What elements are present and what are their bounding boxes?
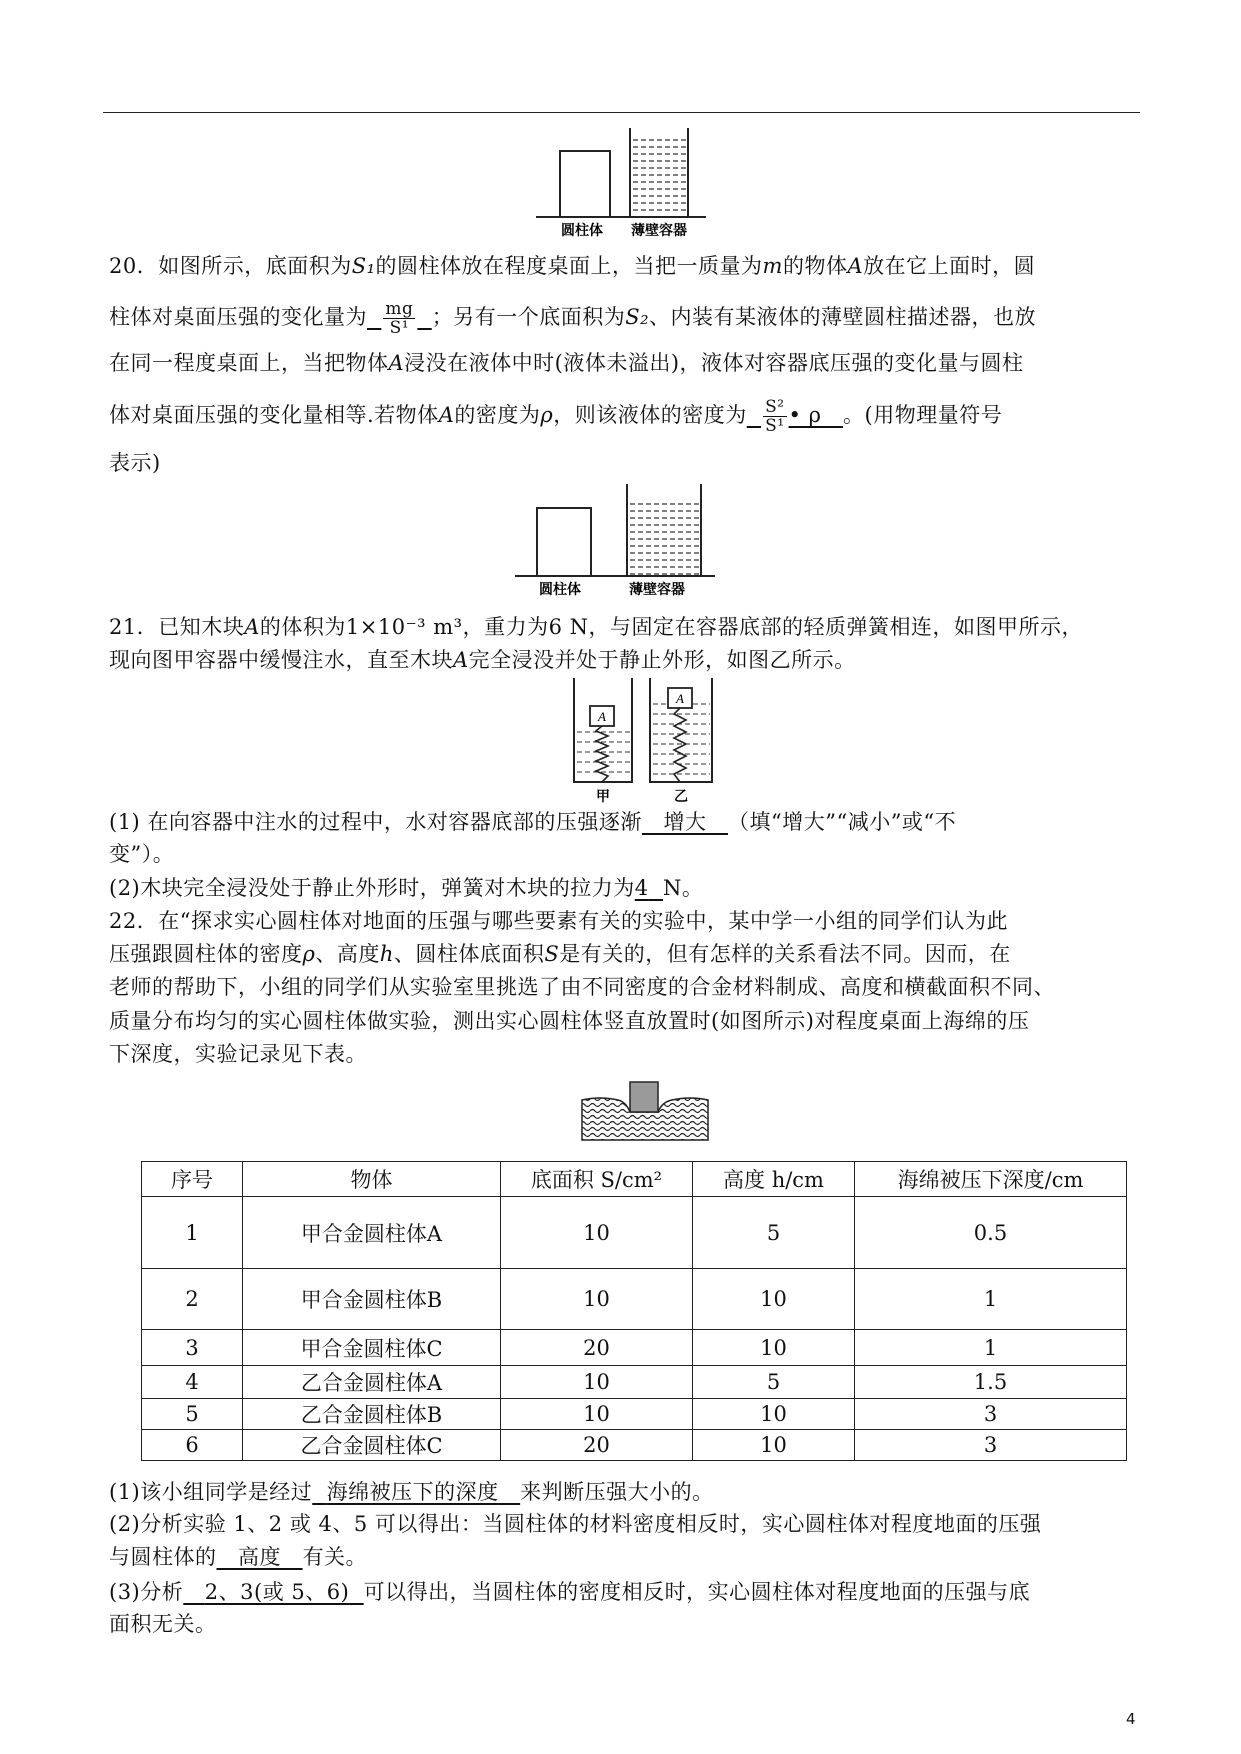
q22-line1: 22．在“探求实心圆柱体对地面的压强与哪些要素有关的实验中，某中学一小组的同学们认为此 (109, 909, 1008, 933)
table-header: 底面积 S/cm² (501, 1162, 693, 1197)
table-cell: 20 (501, 1330, 693, 1366)
table-row (142, 1197, 1127, 1269)
header-rule (103, 112, 1140, 113)
cylinder-container-figure-top (536, 122, 706, 240)
table-cell: 1 (855, 1330, 1127, 1366)
answer-fraction-1: $\frac{mg}{\text{S¹}}$ (385, 299, 414, 338)
table-cell: 乙合金圆柱体C (243, 1430, 501, 1461)
table-cell: 甲合金圆柱体A (243, 1197, 501, 1269)
table-row (142, 1330, 1127, 1366)
table-cell: 5 (142, 1399, 243, 1430)
table-cell: 10 (501, 1269, 693, 1330)
q22-answer3-cont: 面积无关。 (109, 1612, 217, 1636)
table-cell: 甲合金圆柱体C (243, 1330, 501, 1366)
table-header: 序号 (142, 1162, 243, 1197)
container-label: 薄壁容器 (629, 582, 685, 598)
sponge-figure (580, 1078, 710, 1148)
answer-fraction-2: $\frac{\text{S²}}{\text{S¹}}$ (765, 397, 785, 436)
block-a-right-label: A (676, 691, 684, 706)
table-cell: 6 (142, 1430, 243, 1461)
cylinder-container-figure-q20 (515, 480, 715, 600)
table-cell: 1.5 (855, 1366, 1127, 1399)
table-row (142, 1430, 1127, 1461)
q21-part1: (1) 在向容器中注水的过程中，水对容器底部的压强逐渐 增大 （填“增大”“减小”或“不 (109, 810, 957, 834)
table-cell: 3 (855, 1399, 1127, 1430)
q20-line4: 体对桌面压强的变化量相等.若物体A的密度为ρ，则该液体的密度为 $\frac{\text{S²}}{\text{S¹}}$ • ρ 。(用物理量符号 (109, 397, 1003, 436)
table-cell: 20 (501, 1430, 693, 1461)
table-cell: 2 (142, 1269, 243, 1330)
q22-line3: 老师的帮助下，小组的同学们从实验室里挑选了由不同密度的合金材料制成、高度和横截面积不同、 (109, 975, 1055, 999)
q22-answer3: (3)分析 2、3(或 5、6) 可以得出，当圆柱体的密度相反时，实心圆柱体对程度地面的压强与底 (109, 1580, 1031, 1604)
table-row (142, 1399, 1127, 1430)
table-cell: 10 (693, 1430, 855, 1461)
table-cell: 0.5 (855, 1197, 1127, 1269)
q21-line2: 现向图甲容器中缓慢注水，直至木块A完全浸没并处于静止外形，如图乙所示。 (109, 648, 856, 672)
table-cell: 甲合金圆柱体B (243, 1269, 501, 1330)
table-cell: 5 (693, 1366, 855, 1399)
table-cell: 乙合金圆柱体A (243, 1366, 501, 1399)
spring-left (596, 726, 608, 782)
q20-line3: 在同一程度桌面上，当把物体A浸没在液体中时(液体未溢出)，液体对容器底压强的变化量与圆柱 (109, 351, 1024, 375)
table-cell: 1 (855, 1269, 1127, 1330)
table-cell: 乙合金圆柱体B (243, 1399, 501, 1430)
q22-answer2-cont: 与圆柱体的 高度 有关。 (109, 1545, 368, 1569)
table-header: 高度 h/cm (693, 1162, 855, 1197)
fig-jia-label: 甲 (596, 789, 610, 805)
q21-line1: 21．已知木块A的体积为1×10⁻³ m³，重力为6 N，与固定在容器底部的轻质弹簧相连，如图甲所示， (109, 615, 1084, 639)
table-cell: 5 (693, 1197, 855, 1269)
table-header: 物体 (243, 1162, 501, 1197)
table-cell: 10 (693, 1330, 855, 1366)
table-row (142, 1366, 1127, 1399)
table-cell: 10 (501, 1197, 693, 1269)
q20-line5: 表示) (109, 451, 161, 475)
table-cell: 10 (501, 1366, 693, 1399)
table-header: 海绵被压下深度/cm (855, 1162, 1127, 1197)
table-cell: 3 (855, 1430, 1127, 1461)
table-row (142, 1269, 1127, 1330)
table-header-row (142, 1162, 1127, 1197)
table-cell: 4 (142, 1366, 243, 1399)
block-a-left-label: A (598, 709, 606, 724)
container-shape (627, 484, 701, 576)
table-cell: 1 (142, 1197, 243, 1269)
page-number: 4 (1126, 1710, 1136, 1728)
q21-part2: (2)木块完全浸没处于静止外形时，弹簧对木块的拉力为4 N。 (109, 876, 704, 900)
cylinder-label: 圆柱体 (561, 223, 603, 239)
q22-line2: 压强跟圆柱体的密度ρ、高度h、圆柱体底面积S是有关的，但有怎样的关系看法不同。因而，在 (109, 942, 1011, 966)
table-cell: 10 (693, 1269, 855, 1330)
spring-right (674, 708, 686, 782)
cylinder-on-sponge (630, 1082, 658, 1112)
table-cell: 10 (693, 1399, 855, 1430)
cylinder-shape (537, 508, 591, 576)
q22-answer1: (1)该小组同学是经过 海绵被压下的深度 来判断压强大小的。 (109, 1480, 714, 1504)
q22-line5: 下深度，实验记录见下表。 (109, 1042, 367, 1066)
container-label: 薄壁容器 (631, 223, 687, 239)
table-cell: 3 (142, 1330, 243, 1366)
q22-answer2: (2)分析实验 1、2 或 4、5 可以得出：当圆柱体的材料密度相反时，实心圆柱体对程度地面的压强 (109, 1512, 1042, 1536)
q20-line1: 20．如图所示，底面积为S₁的圆柱体放在程度桌面上，当把一质量为m的物体A放在它上面时，圆 (109, 254, 1036, 278)
cylinder-shape (560, 151, 610, 217)
container-shape (630, 128, 688, 217)
q21-part1-cont: 变”）。 (109, 842, 175, 866)
fig-yi-label: 乙 (674, 789, 688, 805)
spring-block-figure (568, 676, 718, 806)
experiment-table (141, 1161, 1127, 1461)
table-cell: 10 (501, 1399, 693, 1430)
cylinder-label: 圆柱体 (539, 582, 581, 598)
q22-line4: 质量分布均匀的实心圆柱体做实验，测出实心圆柱体竖直放置时(如图所示)对程度桌面上海绵的压 (109, 1009, 1030, 1033)
q20-line2: 柱体对桌面压强的变化量为 $\frac{mg}{\text{S¹}}$ ；另有一个底面积为S₂、内装有某液体的薄壁圆柱描述器，也放 (109, 299, 1037, 338)
